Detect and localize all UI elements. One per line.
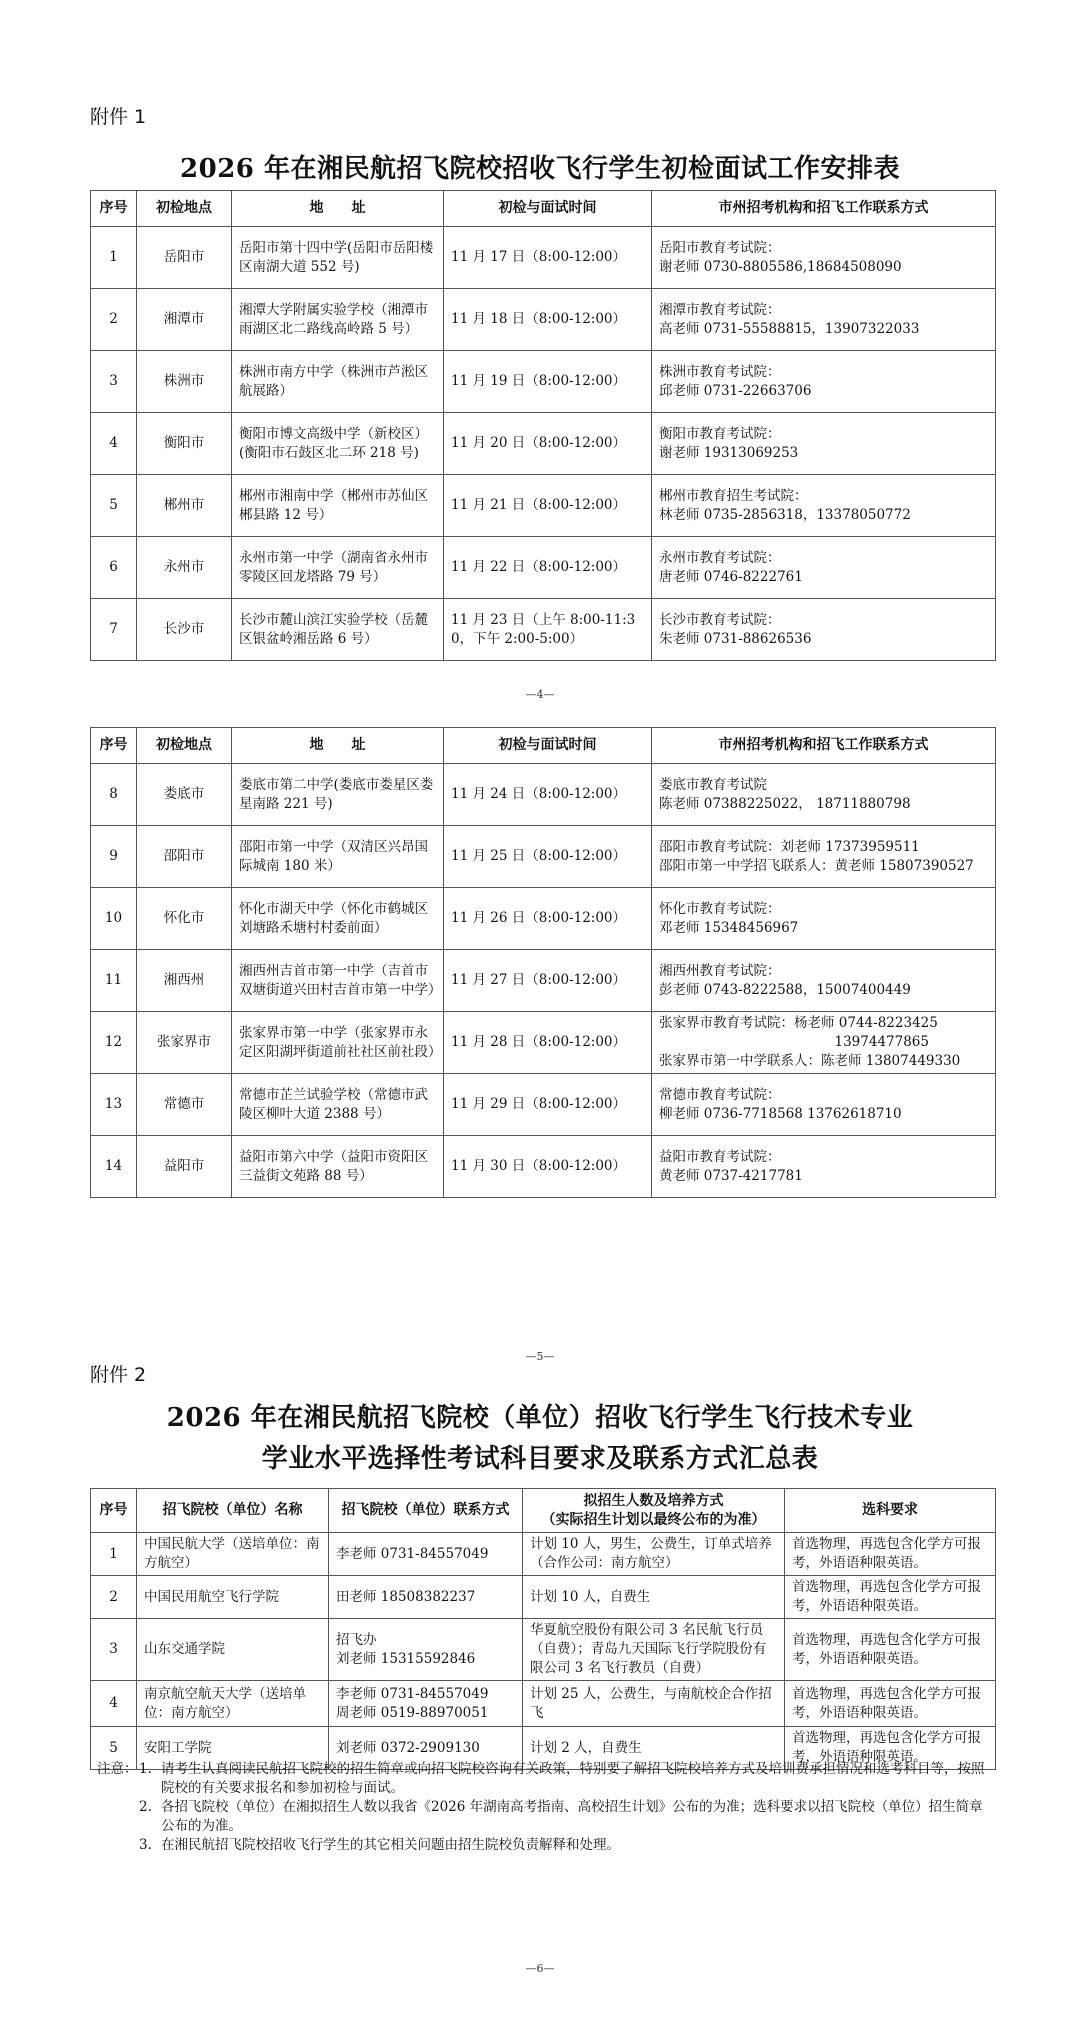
- table-row: [91, 1136, 996, 1198]
- cell-time: 11 月 25 日（8:00-12:00）: [444, 826, 652, 888]
- table-row: [91, 764, 996, 826]
- cell-req: 首选物理，再选包含化学方可报考，外语语种限英语。: [785, 1727, 996, 1770]
- column-header: 初检地点: [137, 191, 232, 227]
- cell-name: 中国民用航空飞行学院: [137, 1576, 329, 1619]
- note-number: 3.: [139, 1837, 152, 1853]
- cell-place: 常德市: [137, 1074, 232, 1136]
- cell-contact: 湘西州教育考试院： 彭老师 0743-8222588，15007400449: [652, 950, 996, 1012]
- table-row: [91, 289, 996, 351]
- cell-addr: 常德市芷兰试验学校（常德市武陵区柳叶大道 2388 号）: [232, 1074, 444, 1136]
- table-row: [91, 1533, 996, 1576]
- cell-contact: 郴州市教育招生考试院： 林老师 0735-2856318，13378050772: [652, 475, 996, 537]
- attachment-1-label: 附件 1: [90, 106, 147, 128]
- cell-no: 11: [91, 950, 137, 1012]
- column-header: 选科要求: [785, 1489, 996, 1533]
- note-number: 1.: [139, 1761, 152, 1777]
- cell-contact: 李老师 0731-84557049 周老师 0519-88970051: [329, 1681, 523, 1727]
- cell-contact: 田老师 18508382237: [329, 1576, 523, 1619]
- attachment-2-title-line-2: 学业水平选择性考试科目要求及联系方式汇总表: [261, 1444, 819, 1474]
- cell-time: 11 月 28 日（8:00-12:00）: [444, 1012, 652, 1074]
- page-number: —4—: [525, 688, 555, 701]
- note-item: [139, 1798, 987, 1836]
- attachment-2-label: 附件 2: [90, 1364, 147, 1386]
- table-row: [91, 826, 996, 888]
- cell-addr: 益阳市第六中学（益阳市资阳区三益街文苑路 88 号）: [232, 1136, 444, 1198]
- note-item: [139, 1760, 987, 1798]
- attachment-2-title-line-1: 2026 年在湘民航招飞院校（单位）招收飞行学生飞行技术专业: [166, 1403, 914, 1433]
- cell-no: 3: [91, 1619, 137, 1681]
- cell-place: 娄底市: [137, 764, 232, 826]
- cell-contact: 招飞办 刘老师 15315592846: [329, 1619, 523, 1681]
- table-row: [91, 475, 996, 537]
- cell-addr: 株洲市南方中学（株洲市芦淞区航展路）: [232, 351, 444, 413]
- cell-no: 1: [91, 1533, 137, 1576]
- cell-no: 6: [91, 537, 137, 599]
- cell-plan: 计划 25 人，公费生，与南航校企合作招飞: [523, 1681, 785, 1727]
- cell-plan: 计划 2 人，自费生: [523, 1727, 785, 1770]
- cell-no: 2: [91, 1576, 137, 1619]
- table-row: [91, 599, 996, 661]
- table-header-row: [91, 728, 996, 764]
- cell-place: 益阳市: [137, 1136, 232, 1198]
- cell-addr: 湘潭大学附属实验学校（湘潭市雨湖区北二路线高岭路 5 号）: [232, 289, 444, 351]
- cell-contact: 衡阳市教育考试院： 谢老师 19313069253: [652, 413, 996, 475]
- column-header: 序号: [91, 1489, 137, 1533]
- cell-time: 11 月 20 日（8:00-12:00）: [444, 413, 652, 475]
- cell-contact: 常德市教育考试院： 柳老师 0736-7718568 13762618710: [652, 1074, 996, 1136]
- subject-requirements-table: [90, 1488, 996, 1770]
- cell-no: 5: [91, 1727, 137, 1770]
- cell-time: 11 月 19 日（8:00-12:00）: [444, 351, 652, 413]
- column-header: 市州招考机构和招飞工作联系方式: [652, 728, 996, 764]
- column-header: 拟招生人数及培养方式 （实际招生计划以最终公布的为准）: [523, 1489, 785, 1533]
- table-row: [91, 413, 996, 475]
- cell-addr: 张家界市第一中学（张家界市永定区阳湖坪街道前社社区前社段）: [232, 1012, 444, 1074]
- cell-req: 首选物理，再选包含化学方可报考，外语语种限英语。: [785, 1533, 996, 1576]
- cell-contact: 娄底市教育考试院 陈老师 07388225022， 18711880798: [652, 764, 996, 826]
- table-row: [91, 1012, 996, 1074]
- cell-no: 2: [91, 289, 137, 351]
- cell-no: 13: [91, 1074, 137, 1136]
- cell-place: 衡阳市: [137, 413, 232, 475]
- cell-addr: 郴州市湘南中学（郴州市苏仙区郴县路 12 号）: [232, 475, 444, 537]
- cell-contact: 湘潭市教育考试院： 高老师 0731-55588815，13907322033: [652, 289, 996, 351]
- table-row: [91, 1619, 996, 1681]
- cell-name: 山东交通学院: [137, 1619, 329, 1681]
- page-number: —5—: [525, 1350, 555, 1363]
- cell-no: 5: [91, 475, 137, 537]
- cell-name: 中国民航大学（送培单位：南方航空）: [137, 1533, 329, 1576]
- cell-place: 张家界市: [137, 1012, 232, 1074]
- cell-req: 首选物理，再选包含化学方可报考，外语语种限英语。: [785, 1619, 996, 1681]
- cell-place: 郴州市: [137, 475, 232, 537]
- cell-plan: 计划 10 人，自费生: [523, 1576, 785, 1619]
- cell-addr: 长沙市麓山滨江实验学校（岳麓区银盆岭湘岳路 6 号）: [232, 599, 444, 661]
- column-header: 地 址: [232, 728, 444, 764]
- cell-req: 首选物理，再选包含化学方可报考，外语语种限英语。: [785, 1681, 996, 1727]
- cell-place: 湘潭市: [137, 289, 232, 351]
- cell-no: 4: [91, 1681, 137, 1727]
- cell-time: 11 月 21 日（8:00-12:00）: [444, 475, 652, 537]
- cell-plan: 计划 10 人，男生，公费生，订单式培养（合作公司：南方航空）: [523, 1533, 785, 1576]
- cell-addr: 衡阳市博文高级中学（新校区）(衡阳市石鼓区北二环 218 号): [232, 413, 444, 475]
- cell-time: 11 月 29 日（8:00-12:00）: [444, 1074, 652, 1136]
- cell-no: 3: [91, 351, 137, 413]
- column-header: 招飞院校（单位）名称: [137, 1489, 329, 1533]
- cell-contact: 株洲市教育考试院： 邱老师 0731-22663706: [652, 351, 996, 413]
- column-header: 初检与面试时间: [444, 728, 652, 764]
- column-header: 序号: [91, 191, 137, 227]
- column-header: 招飞院校（单位）联系方式: [329, 1489, 523, 1533]
- cell-place: 岳阳市: [137, 227, 232, 289]
- cell-place: 长沙市: [137, 599, 232, 661]
- table-row: [91, 537, 996, 599]
- cell-time: 11 月 24 日（8:00-12:00）: [444, 764, 652, 826]
- cell-contact: 怀化市教育考试院： 邓老师 15348456967: [652, 888, 996, 950]
- cell-plan: 华夏航空股份有限公司 3 名民航飞行员（自费）；青岛九天国际飞行学院股份有限公司 3 名飞行教员（自费）: [523, 1619, 785, 1681]
- cell-place: 永州市: [137, 537, 232, 599]
- table-row: [91, 227, 996, 289]
- cell-addr: 邵阳市第一中学（双清区兴昂国际城南 180 米）: [232, 826, 444, 888]
- note-text: 请考生认真阅读民航招飞院校的招生简章或向招飞院校咨询有关政策，特别要了解招飞院校培养方式及培训费承担情况和选考科目等，按照院校的有关要求报名和参加初检与面试。: [161, 1761, 985, 1796]
- cell-no: 8: [91, 764, 137, 826]
- note-item: [139, 1836, 987, 1855]
- column-header: 初检与面试时间: [444, 191, 652, 227]
- table-row: [91, 888, 996, 950]
- cell-place: 株洲市: [137, 351, 232, 413]
- cell-contact: 益阳市教育考试院： 黄老师 0737-4217781: [652, 1136, 996, 1198]
- attachment-1-title: 2026 年在湘民航招飞院校招收飞行学生初检面试工作安排表: [180, 154, 900, 184]
- cell-no: 9: [91, 826, 137, 888]
- cell-place: 邵阳市: [137, 826, 232, 888]
- cell-time: 11 月 23 日（上午 8:00-11:30，下午 2:00-5:00）: [444, 599, 652, 661]
- cell-addr: 湘西州吉首市第一中学（吉首市双塘街道兴田村吉首市第一中学）: [232, 950, 444, 1012]
- cell-no: 10: [91, 888, 137, 950]
- cell-no: 1: [91, 227, 137, 289]
- cell-contact: 张家界市教育考试院：杨老师 0744-8223425 13974477865 张家界市第一中学联系人：陈老师 13807449330: [652, 1012, 996, 1074]
- cell-contact: 永州市教育考试院： 唐老师 0746-8222761: [652, 537, 996, 599]
- cell-time: 11 月 27 日（8:00-12:00）: [444, 950, 652, 1012]
- cell-addr: 岳阳市第十四中学(岳阳市岳阳楼区南湖大道 552 号): [232, 227, 444, 289]
- column-header: 初检地点: [137, 728, 232, 764]
- table-row: [91, 1681, 996, 1727]
- notes-section: [97, 1760, 987, 1855]
- cell-contact: 长沙市教育考试院： 朱老师 0731-88626536: [652, 599, 996, 661]
- table-header-row: [91, 1489, 996, 1533]
- cell-no: 7: [91, 599, 137, 661]
- cell-time: 11 月 22 日（8:00-12:00）: [444, 537, 652, 599]
- cell-contact: 岳阳市教育考试院： 谢老师 0730-8805586,18684508090: [652, 227, 996, 289]
- note-text: 在湘民航招飞院校招收飞行学生的其它相关问题由招生院校负责解释和处理。: [161, 1837, 620, 1853]
- table-row: [91, 1074, 996, 1136]
- table-row: [91, 1576, 996, 1619]
- table-header-row: [91, 191, 996, 227]
- page-number: —6—: [525, 1962, 555, 1975]
- cell-place: 湘西州: [137, 950, 232, 1012]
- cell-name: 安阳工学院: [137, 1727, 329, 1770]
- cell-contact: 邵阳市教育考试院：刘老师 17373959511 邵阳市第一中学招飞联系人：黄老师 15807390527: [652, 826, 996, 888]
- table-row: [91, 351, 996, 413]
- cell-time: 11 月 30 日（8:00-12:00）: [444, 1136, 652, 1198]
- note-text: 各招飞院校（单位）在湘拟招生人数以我省《2026 年湖南高考指南、高校招生计划》公布的为准；选科要求以招飞院校（单位）招生简章公布的为准。: [161, 1799, 983, 1834]
- cell-time: 11 月 17 日（8:00-12:00）: [444, 227, 652, 289]
- cell-req: 首选物理，再选包含化学方可报考，外语语种限英语。: [785, 1576, 996, 1619]
- cell-time: 11 月 18 日（8:00-12:00）: [444, 289, 652, 351]
- cell-no: 14: [91, 1136, 137, 1198]
- schedule-table-part-2: [90, 727, 996, 1198]
- column-header: 市州招考机构和招飞工作联系方式: [652, 191, 996, 227]
- cell-name: 南京航空航天大学（送培单位：南方航空）: [137, 1681, 329, 1727]
- cell-addr: 怀化市湖天中学（怀化市鹤城区刘塘路禾塘村村委前面）: [232, 888, 444, 950]
- notes-list: [139, 1760, 987, 1855]
- column-header: 地 址: [232, 191, 444, 227]
- cell-contact: 刘老师 0372-2909130: [329, 1727, 523, 1770]
- cell-contact: 李老师 0731-84557049: [329, 1533, 523, 1576]
- cell-no: 12: [91, 1012, 137, 1074]
- column-header: 序号: [91, 728, 137, 764]
- cell-no: 4: [91, 413, 137, 475]
- cell-addr: 永州市第一中学（湖南省永州市零陵区回龙塔路 79 号）: [232, 537, 444, 599]
- cell-addr: 娄底市第二中学(娄底市娄星区娄星南路 221 号): [232, 764, 444, 826]
- cell-time: 11 月 26 日（8:00-12:00）: [444, 888, 652, 950]
- note-number: 2.: [139, 1799, 152, 1815]
- notes-label: 注意：: [97, 1761, 138, 1777]
- table-row: [91, 950, 996, 1012]
- cell-place: 怀化市: [137, 888, 232, 950]
- schedule-table-part-1: [90, 190, 996, 661]
